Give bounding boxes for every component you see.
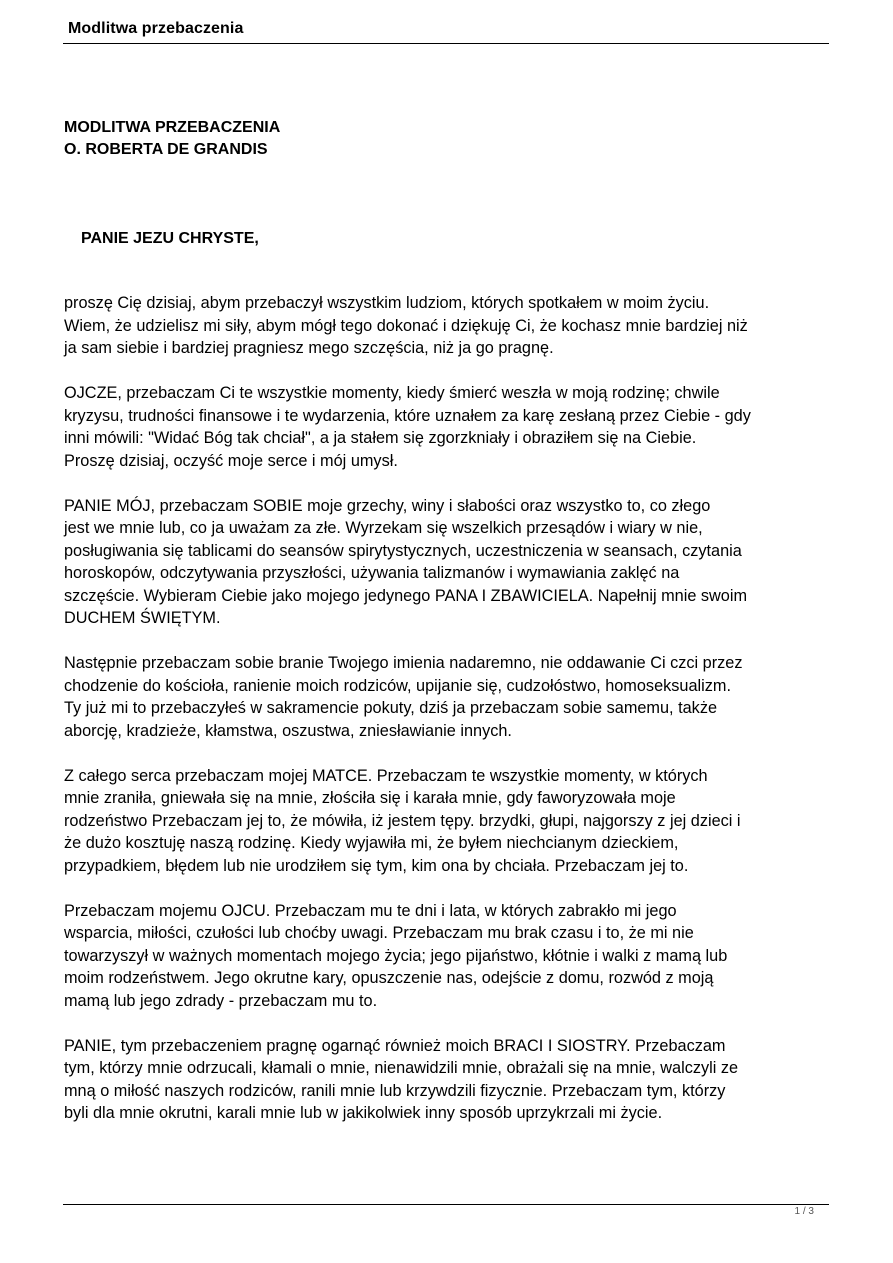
paragraph-line: horoskopów, odczytywania przyszłości, używania talizmanów i wymawiania zaklęć na [64, 564, 680, 582]
paragraph-line: towarzyszył w ważnych momentach mojego życia; jego pijaństwo, kłótnie i walki z mamą lub [64, 946, 728, 965]
paragraph-line: mamą lub jego zdrady - przebaczam mu to. [64, 991, 378, 1010]
document-heading [64, 117, 280, 161]
paragraph-line: Z całego serca przebaczam mojej MATCE. Przebaczam te wszystkie momenty, w których [64, 766, 708, 785]
paragraph-line: jest we mnie lub, co ja uważam za złe. Wyrzekam się wszelkich przesądów i wiary w nie, [64, 519, 703, 537]
paragraph-line: Przebaczam mojemu OJCU. Przebaczam mu te dni i lata, w których zabrakło mi jego [64, 901, 677, 920]
paragraph [64, 765, 834, 878]
heading-author: O. ROBERTA DE GRANDIS [64, 141, 268, 158]
paragraph [64, 292, 834, 360]
page-number: 1 / 3 [794, 1206, 814, 1217]
paragraph-line: kryzysu, trudności finansowe i te wydarzenia, które uznałem za karę zesłaną przez Ciebie - gdy [64, 406, 751, 425]
paragraph-line: byli dla mnie okrutni, karali mnie lub w jakikolwiek inny sposób uprzykrzali mi życie. [64, 1104, 663, 1122]
paragraph-line: PANIE MÓJ, przebaczam SOBIE moje grzechy, winy i słabości oraz wszystko to, co złego [64, 496, 711, 515]
paragraph-line: Następnie przebaczam sobie branie Twojego imienia nadaremno, nie oddawanie Ci czci przez [64, 654, 743, 672]
paragraph-line: posługiwania się tablicami do seansów spirytystycznych, uczestniczenia w seansach, czytania [64, 541, 742, 560]
paragraph-line: ja sam siebie i bardziej pragniesz mego szczęścia, niż ja go pragnę. [64, 339, 554, 357]
paragraph [64, 652, 834, 742]
header-divider [63, 43, 829, 44]
paragraph-line: proszę Cię dzisiaj, abym przebaczył wszystkim ludziom, których spotkałem w moim życiu. [64, 294, 710, 312]
paragraph-line: DUCHEM ŚWIĘTYM. [64, 609, 221, 627]
paragraph [64, 495, 834, 630]
paragraph-line: inni mówili: "Widać Bóg tak chciał", a ja stałem się zgorzkniały i obraziłem się na Ciebie. [64, 429, 697, 447]
paragraph-line: mną o miłość naszych rodziców, ranili mnie lub krzywdzili fizycznie. Przebaczam tym, którzy [64, 1081, 726, 1100]
paragraph [64, 382, 834, 472]
paragraph-line: wsparcia, miłości, czułości lub choćby uwagi. Przebaczam mu brak czasu i to, że mi nie [64, 924, 694, 942]
paragraph-line: tym, którzy mnie odrzucali, kłamali o mnie, nienawidzili mnie, obrażali się na mnie, walczyli ze [64, 1059, 739, 1077]
paragraph-line: Wiem, że udzielisz mi siły, abym mógł tego dokonać i dziękuję Ci, że kochasz mnie bardziej niż [64, 316, 748, 335]
paragraph-line: Ty już mi to przebaczyłeś w sakramencie pokuty, dziś ja przebaczam sobie samemu, także [64, 699, 718, 717]
paragraph-line: rodzeństwo Przebaczam jej to, że mówiła, iż jestem tępy. brzydki, głupi, najgorszy z jej dzieci i [64, 811, 741, 830]
page-header-title: Modlitwa przebaczenia [68, 20, 244, 37]
paragraph-line: mnie zraniła, gniewała się na mnie, złościła się i karała mnie, gdy faworyzowała moje [64, 789, 676, 807]
paragraph [64, 1035, 834, 1125]
paragraph-line: szczęście. Wybieram Ciebie jako mojego jedynego PANA I ZBAWICIELA. Napełnij mnie swoim [64, 586, 748, 605]
paragraph-line: chodzenie do kościoła, ranienie moich rodziców, upijanie się, cudzołóstwo, homoseksualizm. [64, 676, 731, 695]
heading-title: MODLITWA PRZEBACZENIA [64, 119, 281, 136]
paragraph-line: przypadkiem, błędem lub nie urodziłem się tym, kim ona by chciała. Przebaczam jej to. [64, 856, 689, 875]
invocation: PANIE JEZU CHRYSTE, [81, 230, 259, 247]
paragraph-line: PANIE, tym przebaczeniem pragnę ogarnąć również moich BRACI I SIOSTRY. Przebaczam [64, 1036, 726, 1055]
prayer-body [64, 292, 834, 1147]
paragraph-line: że dużo kosztuję naszą rodzinę. Kiedy wyjawiła mi, że byłem niechcianym dzieckiem, [64, 834, 679, 852]
paragraph [64, 900, 834, 1013]
paragraph-line: moim rodzeństwem. Jego okrutne kary, opuszczenie nas, odejście z domu, rozwód z moją [64, 969, 714, 987]
footer-divider [63, 1204, 829, 1205]
paragraph-line: aborcję, kradzieże, kłamstwa, oszustwa, zniesławianie innych. [64, 721, 512, 740]
paragraph-line: Proszę dzisiaj, oczyść moje serce i mój umysł. [64, 451, 398, 470]
paragraph-line: OJCZE, przebaczam Ci te wszystkie momenty, kiedy śmierć weszła w moją rodzinę; chwile [64, 384, 720, 402]
